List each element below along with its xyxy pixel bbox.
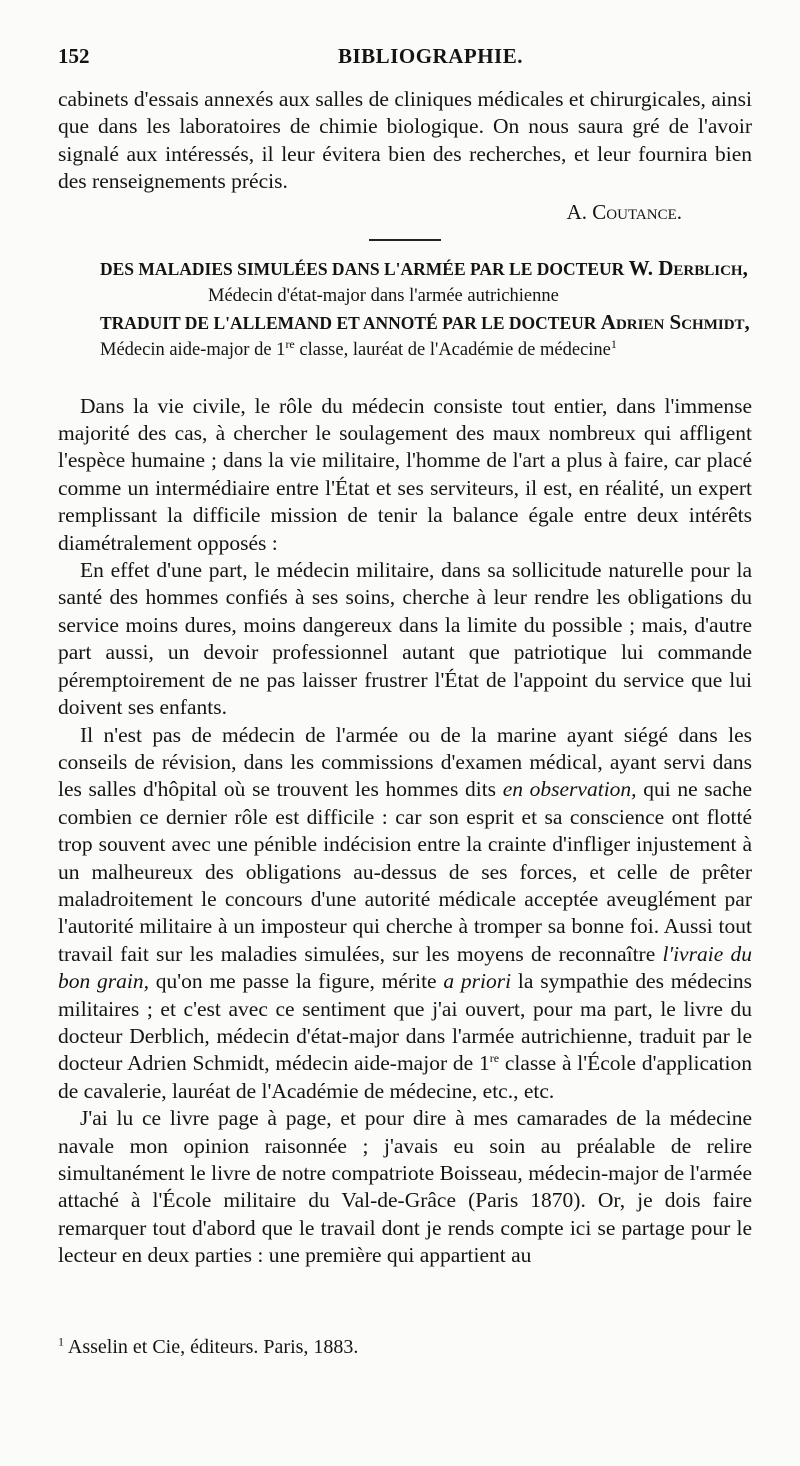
paragraph-2: En effet d'une part, le médecin militaire, dans sa sollicitude naturelle pour la santé des hommes confiés à ses soins, cherche à leur rendre les obligations du service moins dures, moins dangereux dans la limite du possible ; mais, d'autre part aussi, un devoir professionnel autant que patriotique lui commande péremptoirement de ne pas laisser frustrer l'État de l'appoint du service que lui doivent ses enfants. bbox=[58, 558, 752, 720]
review-title-line1: DES MALADIES SIMULÉES DANS L'ARMÉE PAR LE DOCTEUR W. Derblich, bbox=[100, 255, 748, 280]
running-head: BIBLIOGRAPHIE. bbox=[338, 44, 523, 68]
text-body bbox=[58, 86, 752, 1270]
author-name: W. Derblich, bbox=[628, 255, 748, 280]
footnote-mark: 1 bbox=[58, 1334, 64, 1349]
paragraph-3: Il n'est pas de médecin de l'armée ou de la marine ayant siégé dans les conseils de révision, dans les commissions d'examen médical, ayant servi dans les salles d'hôpital où se trouvent les hommes dits en observation, qui ne sache combien ce dernier rôle est difficile : car son esprit et sa conscience ont flotté trop souvent avec une pénible indécision entre la crainte d'infliger injustement à un malheureux des obligations au-dessus de ses forces, et celle de prêter maladroitement le concours d'une autorité médicale acceptée aveuglément par l'autorité militaire à un imposteur qui cherche à tromper sa bonne foi. Aussi tout travail fait sur les maladies simulées, sur les moyens de reconnaître l'ivraie du bon grain, qu'on me passe la figure, mérite a priori la sympathie des médecins militaires ; et c'est avec ce sentiment que j'ai ouvert, pour ma part, le livre du docteur Derblich, médecin d'état-major dans l'armée autrichienne, traduit par le docteur Adrien Schmidt, médecin aide-major de 1re classe à l'École d'application de cavalerie, lauréat de l'Académie de médecine, etc., etc. bbox=[58, 722, 753, 1103]
footnote-marker: 1 bbox=[610, 336, 617, 351]
review-title-line3: TRADUIT DE L'ALLEMAND ET ANNOTÉ PAR LE DOCTEUR Adrien Schmidt, bbox=[100, 309, 750, 334]
paragraph-1: Dans la vie civile, le rôle du médecin consiste tout entier, dans l'immense majorité des cas, à chercher le soulagement des maux nombreux qui affligent l'espèce humaine ; dans la vie militaire, l'homme de l'art a plus à faire, car placé comme un intermédiaire entre l'État et ses serviteurs, il est, en réalité, un expert remplissant la difficile mission de tenir la balance égale entre deux intérêts diamétralement opposés : bbox=[58, 393, 752, 555]
footnote: $^1$ Asselin et Cie, éditeurs. Paris, 1883. bbox=[58, 1334, 359, 1358]
review-title-line2: Médecin d'état-major dans l'armée autrichienne bbox=[208, 285, 559, 306]
page-number: 152 bbox=[58, 44, 90, 68]
translator-name: Adrien Schmidt, bbox=[600, 309, 750, 334]
review-title-line4: Médecin aide-major de 1re classe, lauréat de l'Académie de médecine$^1$ bbox=[100, 336, 617, 360]
intro-paragraph: cabinets d'essais annexés aux salles de cliniques médicales et chirurgicales, ainsi que dans les laboratoires de chimie biologique. On nous saura gré de l'avoir signalé aux intéressés, il leur évitera bien des recherches, et leur fournira bien des renseignements précis. bbox=[58, 87, 752, 194]
signature: A. Coutance. bbox=[566, 199, 682, 224]
section-rule bbox=[369, 239, 441, 241]
paragraph-4: J'ai lu ce livre page à page, et pour dire à mes camarades de la médecine navale mon opinion raisonnée ; j'avais eu soin au préalable de relire simultanément le livre de notre compatriote Boisseau, médecin-major de l'armée attaché à l'École militaire du Val-de-Grâce (Paris 1870). Or, je dois faire remarquer tout d'abord que le travail dont je rends compte ici se partage pour le lecteur en deux parties : une première qui appartient au bbox=[58, 1106, 752, 1268]
page-header bbox=[58, 44, 748, 74]
